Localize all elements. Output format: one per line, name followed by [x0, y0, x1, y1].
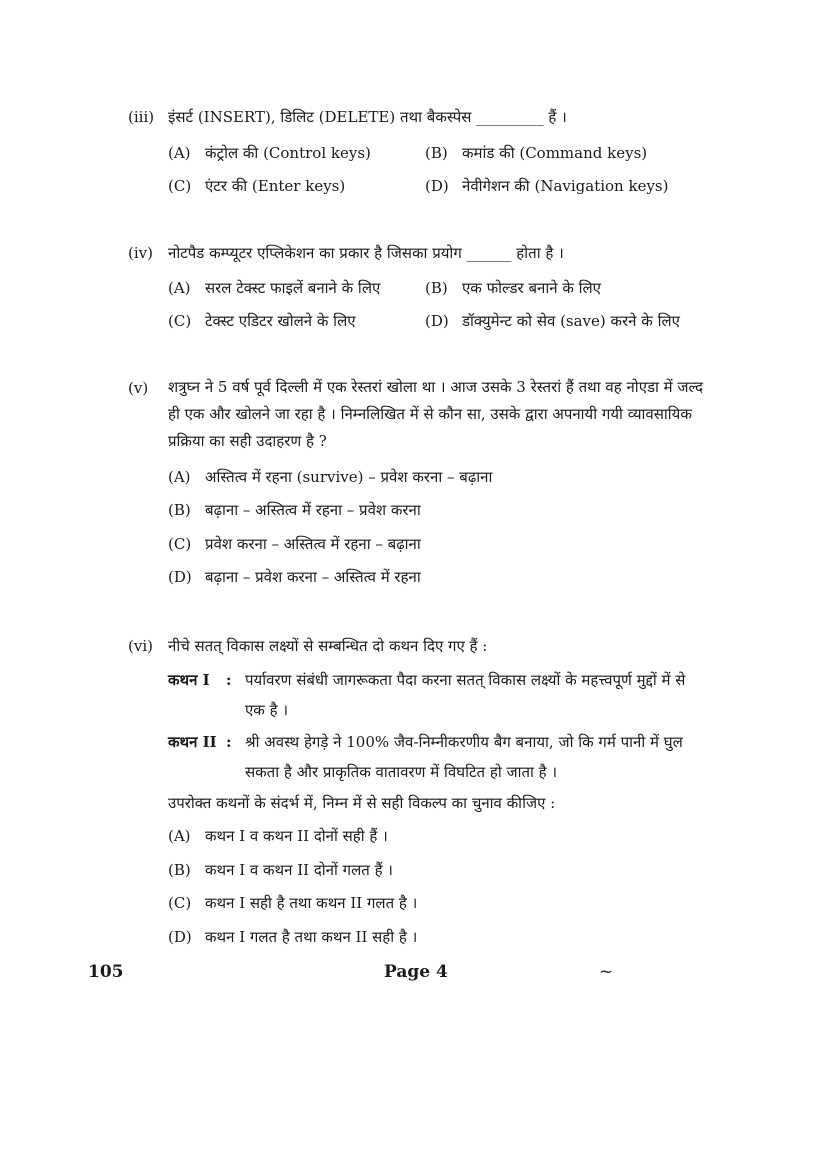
statement-1 [168, 665, 708, 725]
paper-code: 105 [88, 962, 124, 982]
option-d: (D) नेवीगेशन की (Navigation keys) [425, 177, 669, 195]
option-d: (D) डॉक्युमेन्ट को सेव (save) करने के लिए [425, 312, 680, 330]
statement-colon: : [226, 671, 232, 689]
question-number: (v) [128, 379, 149, 397]
option-c: (C) टेक्स्ट एडिटर खोलने के लिए [168, 312, 356, 330]
instruction-text: उपरोक्त कथनों के संदर्भ में, निम्न में से सही विकल्प का चुनाव कीजिए : [168, 794, 556, 812]
question-text: नीचे सतत् विकास लक्ष्यों से सम्बन्धित दो कथन दिए गए हैं : [168, 637, 488, 655]
question-number: (iii) [128, 108, 155, 126]
option-b: (B) कमांड की (Command keys) [425, 144, 648, 162]
option-a: (A) कंट्रोल की (Control keys) [168, 144, 371, 162]
question-number: (iv) [128, 244, 153, 262]
option-b: (B) एक फोल्डर बनाने के लिए [425, 279, 601, 297]
question-text: शत्रुघ्न ने 5 वर्ष पूर्व दिल्ली में एक रेस्तरां खोला था । आज उसके 3 रेस्तरां हैं तथा वह नोएडा में जल्द ही एक और खोलने जा रहा है । निम्नलिखित में से कौन सा, उसके द्वारा अपनायी गयी व्यावसायिक प्रक्रिया का सही उदाहरण है ? [168, 378, 703, 450]
footer-mark: ~ [599, 962, 614, 982]
question-number: (vi) [128, 637, 153, 655]
statement-label: कथन II [168, 733, 217, 751]
exam-page: (iii) इंसर्ट (INSERT), डिलिट (DELETE) तथा बैकस्पेस _________ हैं । (A) कंट्रोल की (Control keys) (B) कमांड की (Command keys) (C) एंटर की (Enter keys) (D) नेवीगेशन की (Navigation keys) (iv) नोटपैड कम्प्यूटर एप्लिकेशन का प्रकार है जिसका प्रयोग ______ होता है । (A) सरल टेक्स्ट फाइलें बनाने के लिए (B) एक फोल्डर बनाने के लिए (C) टेक्स्ट एडिटर खोलने के लिए (D) डॉक्युमेन्ट को सेव (save) करने के लिए (v) शत्रुघ्न ने 5 वर्ष पूर्व दिल्ली में एक रेस्तरां खोला था । आज उसके 3 रेस्तरां हैं तथा वह नोएडा में जल्द ही एक और खोलने जा रहा है । निम्नलिखित में से कौन सा, उसके द्वारा अपनायी गयी व्यावसायिक प्रक्रिया का सही उदाहरण है ? (A) अस्तित्व में रहना (survive) – प्रवेश करना – बढ़ाना (B) बढ़ाना – अस्तित्व में रहना – प्रवेश करना (C) प्रवेश करना – अस्तित्व में रहना – बढ़ाना (D) बढ़ाना – प्रवेश करना – अस्तित्व में रहना (vi) नीचे सतत् विकास लक्ष्यों से सम्बन्धित दो कथन दिए गए हैं : कथन I : पर्यावरण संबंधी जागरूकता पैदा करना सतत् विकास लक्ष्यों के महत्त्वपूर्ण मुद्दों में से एक है । कथन II : श्री अवस्थ हेगड़े ने 100% जैव-निम्नीकरणीय बैग बनाया, जो कि गर्म पानी में घुल सकता है और प्राकृतिक वातावरण में विघटित हो जाता है । उपरोक्त कथनों के संदर्भ में, निम्न में से सही विकल्प का चुनाव कीजिए : (A) कथन I व कथन II दोनों सही हैं । (B) कथन I व कथन II दोनों गलत हैं । (C) कथन I सही है तथा कथन II गलत है । (D) कथन I गलत है तथा कथन II सही है । 105 Page 4 ~ [0, 0, 827, 1169]
statement-label: कथन I [168, 671, 210, 689]
option-c: (C) एंटर की (Enter keys) [168, 177, 346, 195]
statement-colon: : [226, 733, 232, 751]
option-a: (A) सरल टेक्स्ट फाइलें बनाने के लिए [168, 279, 381, 297]
question-text: नोटपैड कम्प्यूटर एप्लिकेशन का प्रकार है जिसका प्रयोग ______ होता है । [168, 244, 564, 262]
question-text: इंसर्ट (INSERT), डिलिट (DELETE) तथा बैकस्पेस _________ हैं । [168, 108, 567, 126]
statement-text: श्री अवस्थ हेगड़े ने 100% जैव-निम्नीकरणीय बैग बनाया, जो कि गर्म पानी में घुल सकता है और प्राकृतिक वातावरण में विघटित हो जाता है । [245, 733, 683, 781]
statement-text: पर्यावरण संबंधी जागरूकता पैदा करना सतत् विकास लक्ष्यों के महत्त्वपूर्ण मुद्दों में से एक है । [245, 671, 686, 719]
page-number: Page 4 [384, 962, 448, 982]
statement-2 [168, 727, 708, 787]
